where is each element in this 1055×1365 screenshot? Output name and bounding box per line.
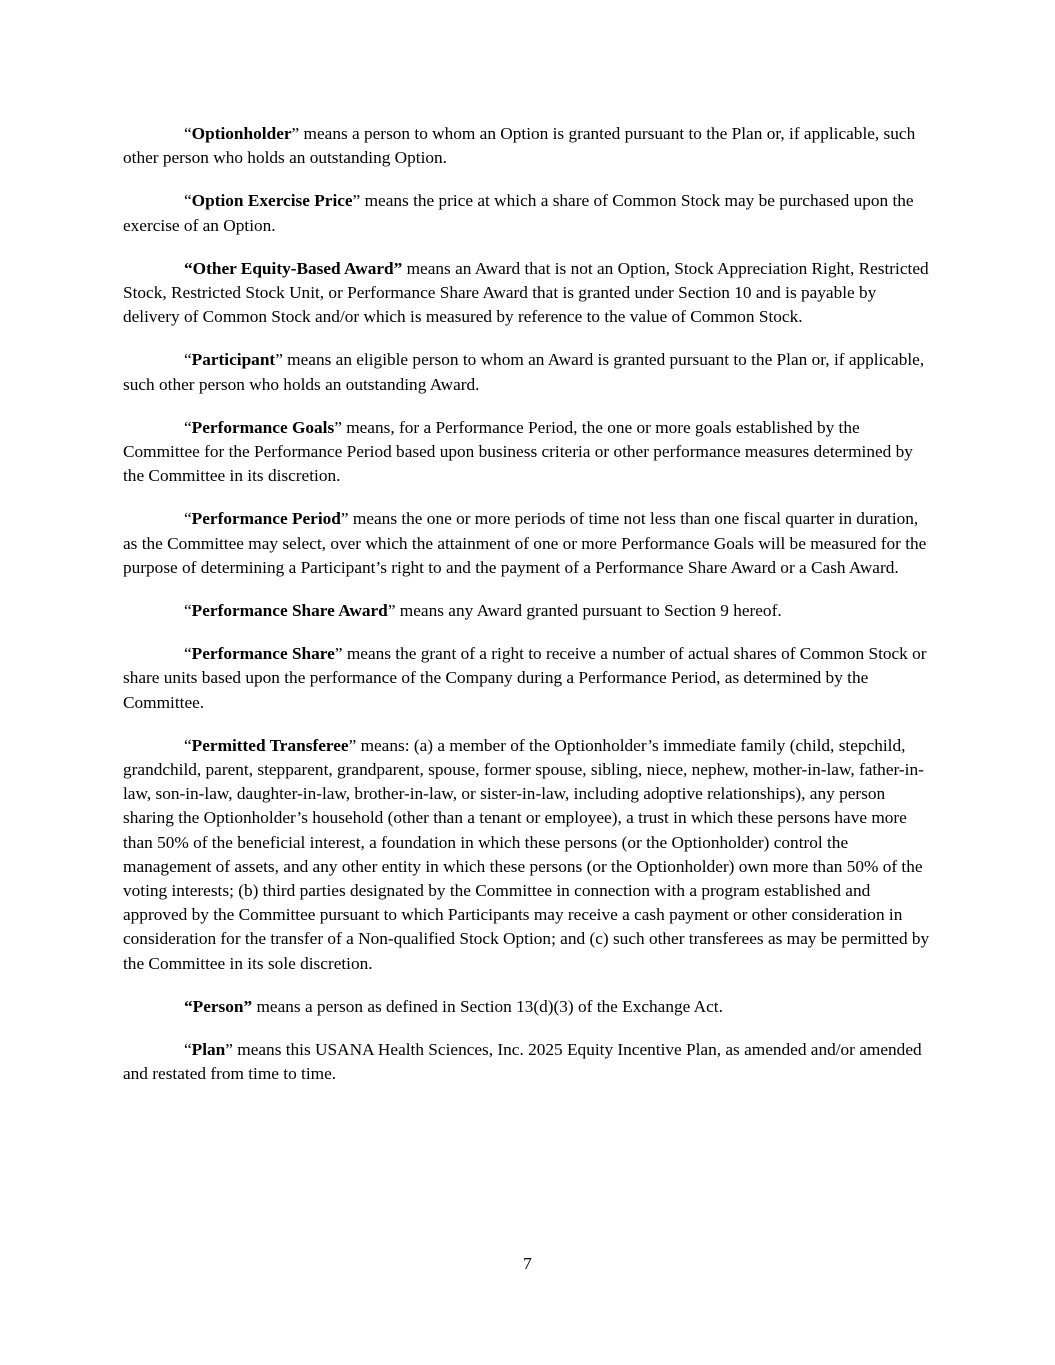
- definition-term: Optionholder: [191, 124, 292, 143]
- definition-term: Participant: [191, 350, 276, 370]
- open-quote: “: [184, 1040, 192, 1060]
- definition-paragraph-plan: [123, 1038, 931, 1086]
- definition-term: “Person”: [184, 996, 253, 1016]
- definition-paragraph-performance-goals: [123, 416, 931, 489]
- definition-text: means a person to whom an Option is granted pursuant to the Plan or, if applicable, such other person who holds an outstanding Option.: [123, 124, 916, 168]
- definition-text: means an eligible person to whom an Award is granted pursuant to the Plan or, if applicable, such other person who holds an outstanding Award.: [123, 350, 925, 394]
- definition-term: Performance Share: [191, 644, 335, 664]
- definition-paragraph-performance-share: [123, 642, 931, 715]
- open-quote: “: [184, 124, 192, 143]
- open-quote: “: [184, 735, 192, 755]
- close-quote: ”: [334, 644, 343, 664]
- definition-term: Performance Period: [191, 509, 341, 529]
- definition-term: Performance Goals: [191, 417, 335, 437]
- close-quote: ”: [291, 124, 300, 143]
- definition-term: Option Exercise Price: [191, 191, 353, 211]
- definition-text: means this USANA Health Sciences, Inc. 2025 Equity Incentive Plan, as amended and/or amended and restated from time to time.: [123, 1040, 922, 1084]
- definition-paragraph-option-exercise-price: [123, 189, 931, 237]
- document-body: [123, 122, 931, 1106]
- close-quote: ”: [275, 350, 283, 370]
- definition-term: Permitted Transferee: [191, 735, 349, 755]
- definition-term: Plan: [191, 1040, 226, 1060]
- definition-term: Performance Share Award: [191, 601, 388, 621]
- definition-paragraph-person: [123, 995, 931, 1019]
- close-quote: ”: [352, 191, 361, 211]
- open-quote: “: [184, 644, 192, 664]
- close-quote: ”: [334, 417, 342, 437]
- open-quote: “: [184, 601, 192, 621]
- open-quote: “: [184, 191, 192, 211]
- definition-text: means, for a Performance Period, the one or more goals established by the Committee for the Performance Period based upon business criteria or other performance measures determined by the Committee in its discretion.: [123, 417, 913, 486]
- open-quote: “: [184, 509, 192, 529]
- definition-text: means the price at which a share of Common Stock may be purchased upon the exercise of an Option.: [123, 191, 914, 235]
- definition-paragraph-other-equity-based-award: [123, 257, 931, 330]
- definition-text: means: (a) a member of the Optionholder’s immediate family (child, stepchild, grandchild, parent, stepparent, grandparent, spouse, former spouse, sibling, niece, nephew, mother-in-law, father-in-law, son-in-law, daughter-in-law, brother-in-law, or sister-in-law, including adoptive relationships), any person sharing the Optionholder’s household (other than a tenant or employee), a trust in which these persons have more than 50% of the beneficial interest, a foundation in which these persons (or the Optionholder) control the management of assets, and any other entity in which these persons (or the Optionholder) own more than 50% of the voting interests; (b) third parties designated by the Committee in connection with a program established and approved by the Committee pursuant to which Participants may receive a cash payment or other consideration in consideration for the transfer of a Non-qualified Stock Option; and (c) such other transferees as may be permitted by the Committee in its sole discretion.: [123, 735, 930, 973]
- definition-text: means the one or more periods of time not less than one fiscal quarter in duration, as the Committee may select, over which the attainment of one or more Performance Goals will be measured for the purpose of determining a Participant’s right to and the payment of a Performance Share Award or a Cash Award.: [123, 509, 927, 577]
- close-quote: ”: [387, 601, 396, 621]
- definition-paragraph-performance-period: [123, 507, 931, 580]
- definition-paragraph-permitted-transferee: [123, 734, 931, 976]
- close-quote: ”: [340, 509, 349, 529]
- definition-paragraph-optionholder: [123, 122, 931, 170]
- definition-text: means a person as defined in Section 13(d)(3) of the Exchange Act.: [252, 996, 723, 1016]
- definition-paragraph-participant: [123, 348, 931, 396]
- close-quote: ”: [348, 735, 357, 755]
- page-number: 7: [523, 1254, 532, 1273]
- open-quote: “: [184, 417, 192, 437]
- definition-text: means the grant of a right to receive a number of actual shares of Common Stock or share units based upon the performance of the Company during a Performance Period, as determined by the Committee.: [123, 644, 927, 712]
- definition-text: means an Award that is not an Option, Stock Appreciation Right, Restricted Stock, Restricted Stock Unit, or Performance Share Award that is granted under Section 10 and is payable by delivery of Common Stock and/or which is measured by reference to the value of Common Stock.: [123, 258, 929, 327]
- definition-term: “Other Equity-Based Award”: [184, 258, 403, 278]
- definition-paragraph-performance-share-award: [123, 599, 931, 623]
- open-quote: “: [184, 350, 192, 370]
- definition-text: means any Award granted pursuant to Section 9 hereof.: [395, 601, 782, 621]
- close-quote: ”: [225, 1040, 233, 1060]
